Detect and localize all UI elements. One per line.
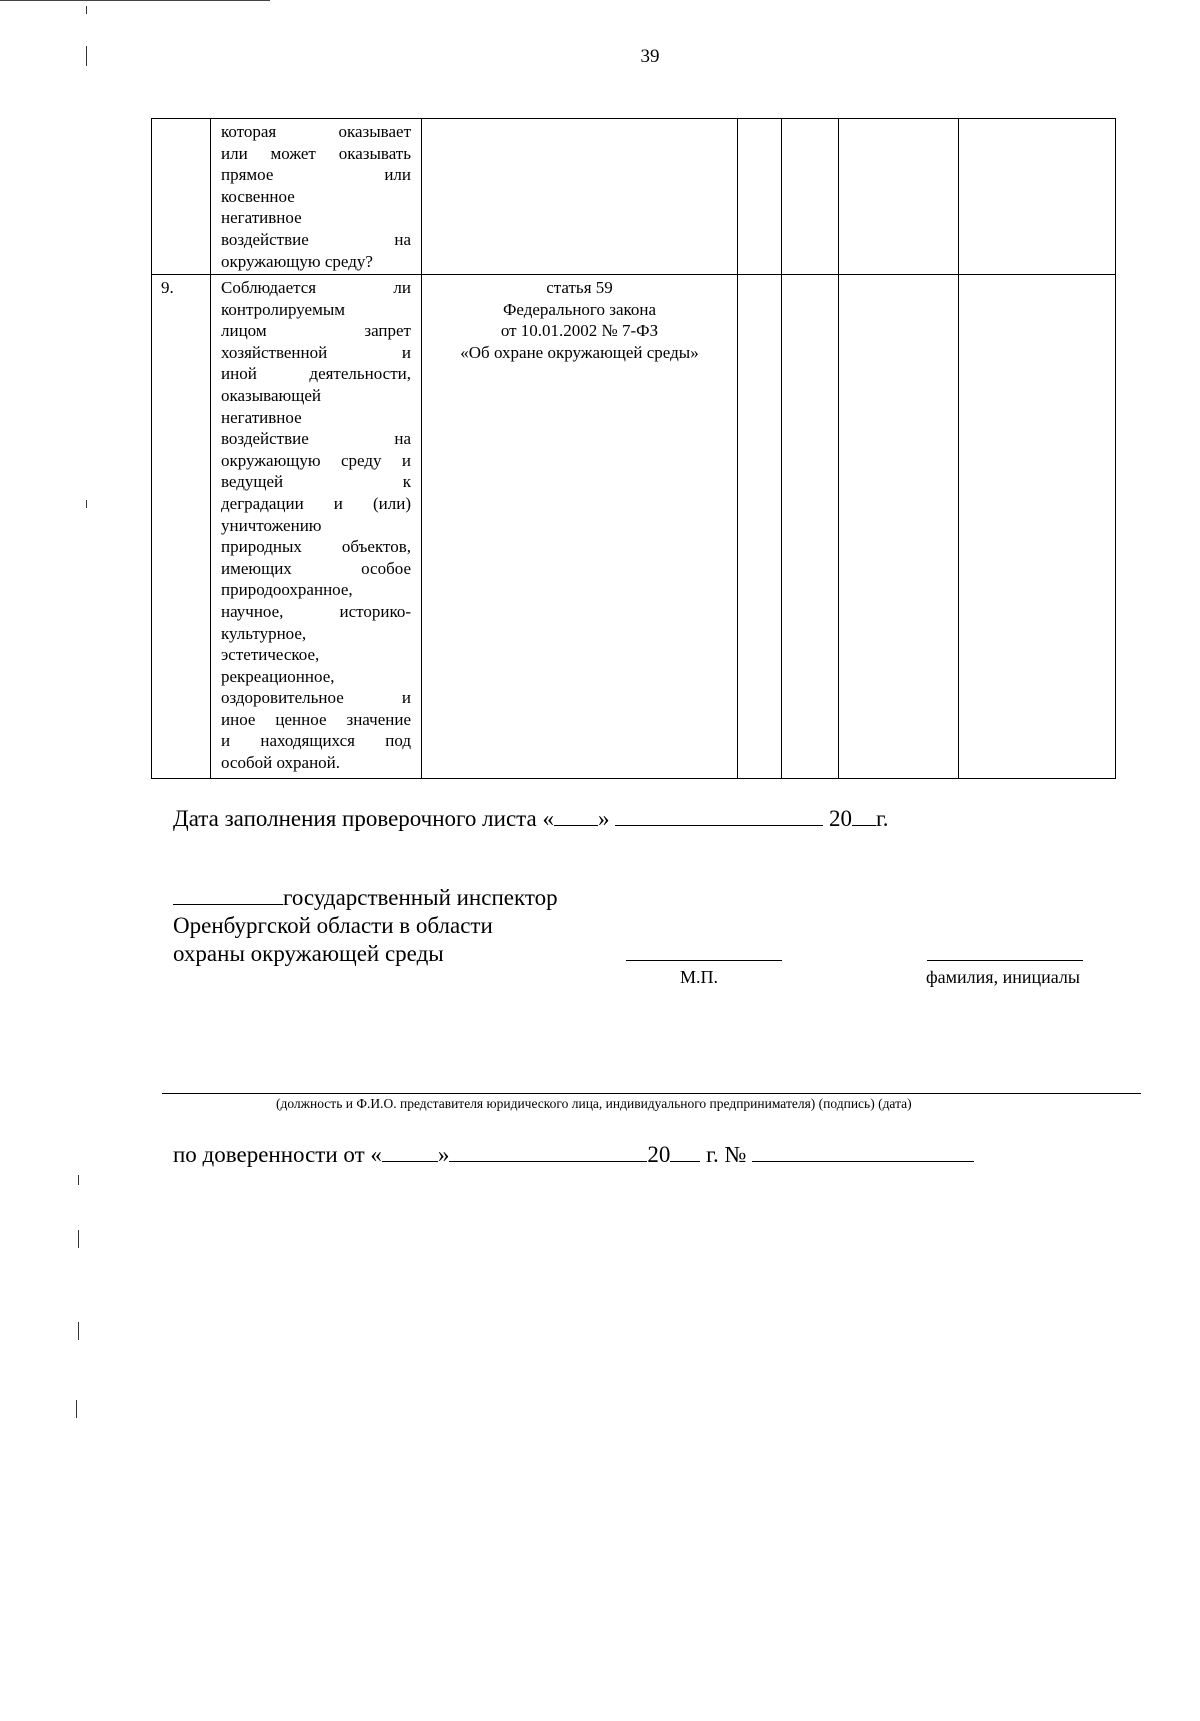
text-line: имеющих особое: [221, 558, 411, 578]
proxy-label: по доверенности от «: [173, 1142, 382, 1167]
scan-edge-line: [0, 0, 270, 1]
text-line: хозяйственной и: [221, 342, 411, 362]
day-blank[interactable]: [554, 807, 598, 826]
inspector-title-blank[interactable]: [173, 886, 283, 905]
law-reference-cell: [422, 275, 738, 779]
text-line: или может оказывать: [221, 143, 411, 163]
text-line: и находящихся под: [221, 731, 411, 751]
comment-cell: [959, 119, 1116, 275]
proxy-suffix: г. №: [706, 1142, 747, 1167]
month-blank[interactable]: [615, 807, 823, 826]
answer-yes-cell: [738, 275, 782, 779]
answer-yes-cell: [738, 119, 782, 275]
proxy-year-blank[interactable]: [670, 1143, 700, 1162]
inspector-line-2: Оренбургской области в области: [173, 913, 493, 938]
name-label: фамилия, инициалы: [926, 967, 1080, 987]
comment-cell: [959, 275, 1116, 779]
row-number: [152, 119, 211, 275]
text-line: контролируемым: [221, 299, 346, 319]
text-line: деградации и (или): [221, 493, 411, 513]
proxy-day-blank[interactable]: [382, 1143, 438, 1162]
representative-line[interactable]: [162, 1093, 1141, 1094]
proxy-number-blank[interactable]: [752, 1143, 974, 1162]
fill-date-label: Дата заполнения проверочного листа «: [173, 806, 554, 831]
text-line: иное ценное значение: [221, 709, 411, 729]
scan-mark: [76, 1400, 77, 1418]
page-number: 39: [640, 46, 660, 67]
scan-mark: [78, 1230, 79, 1248]
text-line: окружающую среду?: [221, 251, 373, 271]
text-line: окружающую среду и: [221, 450, 411, 470]
proxy-line: [173, 1142, 974, 1168]
text-line: уничтожению: [221, 515, 322, 535]
text-line: воздействие на: [221, 429, 411, 449]
text-line: от 10.01.2002 № 7-ФЗ: [500, 321, 659, 341]
table-row: [152, 119, 1116, 275]
scan-mark: [86, 500, 87, 508]
text-line: научное, историко-: [221, 601, 411, 621]
text-line: лицом запрет: [221, 321, 411, 341]
scan-mark: [78, 1175, 79, 1185]
question-text: [211, 119, 421, 272]
text-line: рекреационное,: [221, 666, 335, 686]
text-line: статья 59: [546, 278, 613, 297]
answer-no-cell: [782, 275, 839, 779]
scan-mark: [78, 1322, 79, 1340]
question-cell: [211, 119, 422, 275]
name-line[interactable]: [927, 960, 1083, 961]
question-cell: [211, 275, 422, 779]
text-line: оздоровительное и: [221, 688, 411, 708]
text-line: которая оказывает: [221, 122, 411, 141]
scan-mark: [86, 46, 87, 66]
fill-date-line: [173, 806, 889, 832]
representative-caption: (должность и Ф.И.О. представителя юридического лица, индивидуального предпринимателя) (подпись) (дата): [276, 1096, 912, 1111]
answer-na-cell: [839, 275, 959, 779]
year-prefix: 20: [828, 806, 852, 831]
text-line: особой охраной.: [221, 753, 341, 773]
answer-na-cell: [839, 119, 959, 275]
text-line: косвенное: [221, 186, 295, 206]
text-line: природоохранное,: [221, 580, 353, 600]
proxy-year-prefix: 20: [647, 1142, 671, 1167]
inspector-line-3: охраны окружающей среды: [173, 941, 444, 966]
text-line: ведущей к: [221, 472, 411, 492]
text-line: эстетическое,: [221, 645, 320, 665]
text-line: прямое или: [221, 165, 411, 185]
inspector-block: [173, 884, 558, 968]
text-line: оказывающей: [221, 385, 321, 405]
scan-mark: [86, 6, 87, 14]
proxy-month-blank[interactable]: [449, 1143, 647, 1162]
law-reference-text: [422, 275, 737, 363]
year-suffix: г.: [875, 806, 889, 831]
table-row: [152, 275, 1116, 779]
text-line: негативное: [221, 208, 302, 228]
question-text: [211, 275, 421, 774]
proxy-close-quote: »: [437, 1142, 450, 1167]
text-line: Федерального закона: [502, 299, 657, 319]
text-line: воздействие на: [221, 229, 411, 249]
inspector-line-1: государственный инспектор: [283, 885, 558, 910]
text-line: культурное,: [221, 623, 307, 643]
text-line: негативное: [221, 407, 302, 427]
text-line: иной деятельности,: [221, 364, 411, 384]
law-reference-cell: [422, 119, 738, 275]
close-quote: »: [597, 806, 610, 831]
stamp-label: М.П.: [680, 967, 719, 987]
row-number: 9.: [152, 275, 211, 779]
checklist-table: [151, 118, 1116, 779]
signature-line[interactable]: [626, 960, 782, 961]
answer-no-cell: [782, 119, 839, 275]
text-line: «Об охране окружающей среды»: [460, 342, 699, 362]
text-line: природных объектов,: [221, 537, 411, 557]
year-blank[interactable]: [852, 807, 876, 826]
text-line: Соблюдается ли: [221, 278, 411, 297]
